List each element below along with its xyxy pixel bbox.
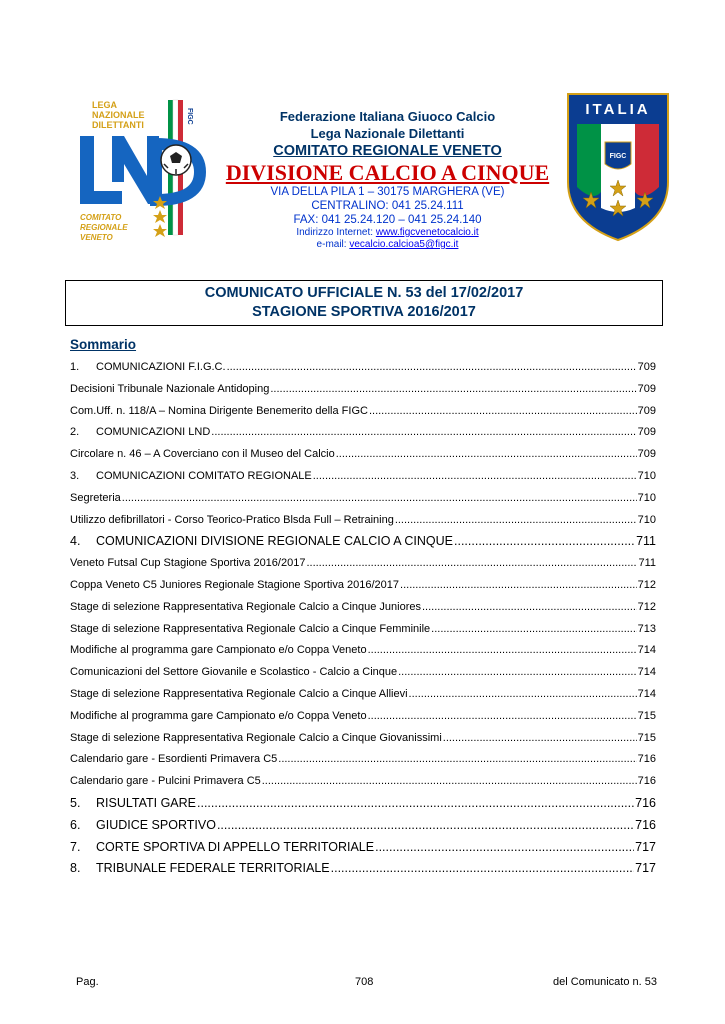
committee-name: COMITATO REGIONALE VENETO [273,143,502,159]
toc-entry-number: 7. [70,839,81,854]
toc-entry[interactable] [70,488,656,510]
toc-leader-dots [122,488,637,510]
toc-entry[interactable] [70,640,656,662]
toc-leader-dots [262,771,637,793]
lnd-logo-bottom2: REGIONALE [80,223,128,232]
internet-line [215,227,560,239]
footer-page-label: Pag. [76,976,99,988]
toc-entry-page: 714 [637,666,656,679]
toc-entry-number: 3. [70,469,80,482]
toc-entry-page: 717 [635,839,656,854]
communique-number: COMUNICATO UFFICIALE N. 53 del 17/02/2017 [204,285,524,301]
toc-entry-number: 5. [70,795,81,810]
toc-entry-title: Circolare n. 46 – A Coverciano con il Museo del Calcio [70,448,335,461]
toc-leader-dots [422,597,637,619]
website-link[interactable]: www.figcvenetocalcio.it [375,227,479,238]
toc-entry[interactable] [70,422,656,444]
soccer-ball-icon [161,145,191,175]
toc-entry-title: Modifiche al programma gare Campionato e/o Coppa Veneto [70,644,367,657]
toc-entry[interactable] [70,357,656,379]
toc-leader-dots [197,793,634,815]
toc-entry-number: 1. [70,361,80,373]
toc-entry[interactable] [70,466,656,488]
toc-entry-page: 713 [637,622,656,635]
toc-entry-page: 715 [637,709,656,722]
toc-entry-number: 8. [70,861,81,876]
toc-entry-page: 710 [637,513,656,526]
internet-label: Indirizzo Internet: [296,227,376,238]
toc-entry[interactable] [70,858,656,880]
toc-entry-number: 6. [70,817,81,832]
toc-leader-dots [336,444,637,466]
toc-entry-page: 716 [637,775,656,788]
toc-entry-title: Modifiche al programma gare Campionato e/o Coppa Veneto [70,709,367,722]
toc-entry-title: Calendario gare - Esordienti Primavera C5 [70,753,278,766]
toc-leader-dots [398,662,637,684]
toc-entry[interactable] [70,793,656,815]
league-name: Lega Nazionale Dilettanti [310,126,465,141]
toc-entry[interactable] [70,749,656,771]
toc-leader-dots [368,706,637,728]
toc-entry[interactable] [70,597,656,619]
toc-entry[interactable] [70,771,656,793]
toc-entry-number: 2. [70,426,80,439]
italia-shield-logo [563,92,673,242]
toc-leader-dots [211,422,636,444]
toc-entry-title: GIUDICE SPORTIVO [96,817,216,832]
toc-leader-dots [278,749,636,771]
toc-entry-page: 711 [638,557,656,570]
federation-name: Federazione Italiana Giuoco Calcio [279,109,496,124]
toc-leader-dots [368,640,637,662]
toc-entry-page: 709 [637,426,656,439]
toc-entry[interactable] [70,401,656,423]
toc-entry[interactable] [70,379,656,401]
toc-entry-title: COMUNICAZIONI DIVISIONE REGIONALE CALCIO A CINQUE [96,534,454,549]
toc-entry-title: TRIBUNALE FEDERALE TERRITORIALE [96,861,330,876]
toc-entry-page: 709 [637,404,656,417]
lnd-logo-line1: LEGA [92,100,118,110]
toc-entry-page: 709 [637,361,656,373]
lnd-logo-line3: DILETTANTI [92,120,144,130]
toc-entry-page: 716 [635,795,656,810]
toc-entry-title: Decisioni Tribunale Nazionale Antidoping [70,382,270,395]
toc-entry-page: 712 [637,578,656,591]
email-link[interactable]: vecalcio.calcioa5@figc.it [349,239,459,250]
footer-page-number: 708 [355,976,374,988]
address: VIA DELLA PILA 1 – 30175 MARGHERA (VE) [270,186,505,198]
email-line [215,239,560,251]
toc-entry-page: 715 [637,731,656,744]
toc-heading: Sommario [70,337,137,352]
toc-entry-title: Utilizzo defibrillatori - Corso Teorico-Pratico Blsda Full – Retraining [70,513,394,526]
toc-entry[interactable] [70,575,656,597]
italia-title: ITALIA [585,101,651,118]
toc-leader-dots [227,357,637,379]
toc-leader-dots [409,684,637,706]
fax: FAX: 041 25.24.120 – 041 25.24.140 [293,214,482,226]
toc-entry[interactable] [70,444,656,466]
toc-leader-dots [313,466,637,488]
footer-communique-ref: del Comunicato n. 53 [553,976,657,988]
communique-title-box [65,280,663,326]
toc-leader-dots [400,575,637,597]
toc-entry[interactable] [70,728,656,750]
email-label: e-mail: [316,239,350,250]
toc-entry-title: Veneto Futsal Cup Stagione Sportiva 2016/2017 [70,557,306,570]
toc-entry-page: 714 [637,687,656,700]
stars-icon [153,196,167,237]
toc-entry-title: Stage di selezione Rappresentativa Regionale Calcio a Cinque Juniores [70,600,421,613]
toc-entry-page: 717 [635,861,656,876]
toc-entry-page: 712 [637,600,656,613]
toc-entry[interactable] [70,553,656,575]
toc-entry[interactable] [70,531,656,553]
toc-entry-title: RISULTATI GARE [96,795,197,810]
toc-entry-title: Segreteria [70,491,121,504]
toc-entry[interactable] [70,815,656,837]
toc-entry-number: 4. [70,534,81,549]
toc-entry-title: COMUNICAZIONI F.I.G.C. [96,361,226,373]
toc-leader-dots [331,858,635,880]
toc-entry-page: 711 [636,534,656,549]
lnd-logo-bottom3: VENETO [80,233,113,242]
toc-entry-title: Coppa Veneto C5 Juniores Regionale Stagione Sportiva 2016/2017 [70,578,400,591]
toc-entry-title: Stage di selezione Rappresentativa Regionale Calcio a Cinque Allievi [70,687,408,700]
toc-leader-dots [431,619,636,641]
division-name: DIVISIONE CALCIO A CINQUE [225,160,550,185]
toc-leader-dots [306,553,637,575]
toc-entry[interactable] [70,662,656,684]
toc-entry-page: 716 [635,817,656,832]
toc-entry[interactable] [70,684,656,706]
toc-entry[interactable] [70,619,656,641]
toc-leader-dots [454,531,635,553]
lnd-logo-line2: NAZIONALE [92,110,145,120]
lnd-logo-figc: FIGC [186,108,193,125]
toc-entry[interactable] [70,706,656,728]
letterhead [215,108,560,251]
toc-entry-page: 709 [637,382,656,395]
lnd-logo [72,96,212,246]
toc-entry-page: 709 [637,448,656,461]
toc-entry[interactable] [70,837,656,859]
toc-leader-dots [270,379,636,401]
toc-entry-title: Com.Uff. n. 118/A – Nomina Dirigente Benemerito della FIGC [70,404,368,417]
toc-leader-dots [217,815,634,837]
lnd-logo-bottom1: COMITATO [80,213,122,222]
toc-entry-title: COMUNICAZIONI COMITATO REGIONALE [96,469,312,482]
toc-entry-page: 716 [637,753,656,766]
toc-entry-title: Stage di selezione Rappresentativa Regionale Calcio a Cinque Femminile [70,622,431,635]
toc-entry-page: 710 [637,469,656,482]
toc-entry-title: Stage di selezione Rappresentativa Regionale Calcio a Cinque Giovanissimi [70,731,442,744]
toc-entry-title: CORTE SPORTIVA DI APPELLO TERRITORIALE [96,839,375,854]
toc-leader-dots [395,510,637,532]
toc-leader-dots [443,728,637,750]
toc-entry-title: Comunicazioni del Settore Giovanile e Scolastico - Calcio a Cinque [70,666,398,679]
phone: CENTRALINO: 041 25.24.111 [311,200,464,212]
toc-entry-page: 714 [637,644,656,657]
toc-entry-title: Calendario gare - Pulcini Primavera C5 [70,775,261,788]
toc-leader-dots [369,401,637,423]
toc-entry-title: COMUNICAZIONI LND [96,426,211,439]
table-of-contents [70,357,656,880]
toc-entry-page: 710 [637,491,656,504]
toc-leader-dots [375,837,634,859]
season: STAGIONE SPORTIVA 2016/2017 [252,304,476,320]
toc-entry[interactable] [70,510,656,532]
italia-badge: FIGC [609,153,627,160]
